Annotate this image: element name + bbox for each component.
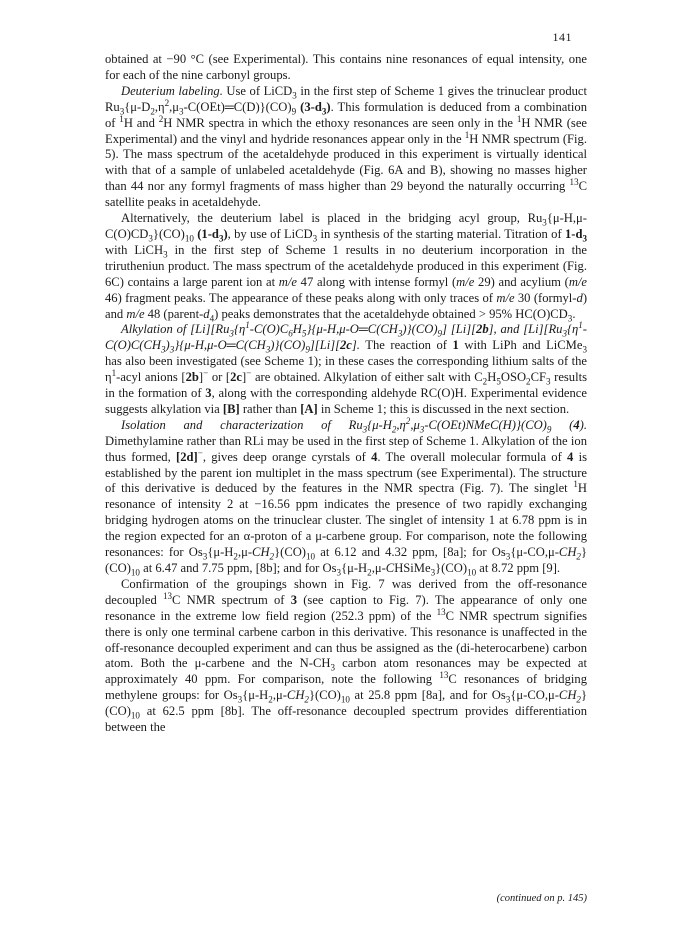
superscript: 2: [405, 415, 411, 426]
text-run: ,μ: [410, 417, 420, 432]
text-run: CF: [530, 370, 546, 385]
text-run: ): [326, 99, 331, 114]
subscript: 2: [576, 551, 581, 562]
subscript: 10: [130, 567, 140, 578]
text-run: H resonance of intensity 2 at −16.56 ppm indicates the presence of two rapidly exchanging bridging hydrogen atoms on the trinuclear cluster. The singlet of intensity 1 at 6.78 ppm is in the region expected for an α-proton of a μ-carbene group. For comparison, note the following resonances: for Os: [105, 481, 587, 560]
text-run: , along with the corresponding aldehyde RC(O)H. Experimental evidence suggests alkylation via: [105, 386, 587, 416]
subscript: 3: [312, 233, 318, 244]
text-run: at 25.8 ppm [8a], and for Os: [349, 688, 506, 703]
text-run: in synthesis of the starting material. Titration of: [317, 226, 565, 241]
subscript: 3: [567, 313, 573, 324]
subscript: 3: [119, 106, 125, 117]
text-run: .: [572, 306, 576, 321]
superscript: 1: [119, 113, 124, 124]
text-run: 29) and acylium (: [474, 274, 569, 289]
text-run: C: [385, 561, 395, 575]
text-run: ,η: [154, 99, 165, 114]
text-run: ): [223, 226, 228, 241]
page-number: 141: [552, 30, 572, 44]
subscript: 3: [419, 424, 425, 435]
text-run: 1: [452, 338, 459, 353]
text-run: ]: [198, 370, 204, 385]
subscript: 3: [321, 106, 327, 117]
text-run: C NMR spectrum of: [172, 592, 291, 607]
text-run: }(CO): [105, 545, 587, 575]
text-run: 2b: [185, 370, 199, 385]
text-run: C resonances of bridging methylene groups: for Os: [105, 672, 587, 703]
text-run: {μ-CO,μ-: [510, 545, 559, 560]
text-run: )}(CO): [402, 322, 438, 337]
text-run: . This formulation is deduced from a combination of: [105, 99, 587, 130]
text-run: 2b: [476, 322, 489, 337]
subscript: 2: [268, 694, 273, 705]
text-run: [2d]: [176, 449, 198, 464]
text-run: ): [165, 338, 170, 353]
subscript: 10: [184, 233, 194, 244]
text-run: {μ-H: [207, 545, 234, 560]
text-run: -C(OEt)═C(D)}(CO): [183, 99, 292, 114]
text-run: 47 along with intense formyl (: [296, 274, 457, 289]
text-run: H: [292, 322, 302, 337]
text-run: }(CO): [152, 226, 185, 241]
subscript: 3: [397, 328, 403, 339]
subscript: 3: [330, 662, 335, 673]
superscript: 1: [578, 320, 583, 331]
text-run: at 6.47 and 7.75 ppm, [8b]; and for Os: [139, 561, 337, 575]
text-run: {μ-H: [367, 417, 392, 432]
subscript: 2: [367, 567, 372, 578]
text-run: {η: [566, 322, 579, 337]
text-run: rather than: [239, 401, 301, 416]
text-run: (: [551, 417, 574, 432]
subscript: 2: [269, 551, 275, 562]
text-run: ], and [Li][Ru: [488, 322, 563, 337]
text-run: -acyl anions [: [116, 370, 186, 385]
subscript: 2: [233, 551, 238, 562]
superscript: −: [246, 367, 252, 378]
continuation-note: (continued on p. 145): [496, 893, 587, 904]
superscript: 13: [162, 590, 173, 601]
text-run: The reaction of: [359, 338, 453, 353]
subscript: 10: [130, 710, 140, 721]
text-run: (see caption to Fig. 7). The appearance of only one resonance in the extreme low field region (252.3 ppm) of the: [105, 592, 588, 623]
subscript: 3: [430, 567, 436, 578]
subscript: 3: [582, 233, 587, 244]
text-run: [A]: [300, 401, 318, 416]
text-run: {μ-H: [341, 561, 368, 575]
text-run: ) and: [105, 290, 588, 321]
subscript: 3: [505, 551, 511, 562]
text-run: ]: [242, 370, 247, 385]
superscript: 13: [439, 670, 449, 681]
paragraph-confirmation: [105, 577, 587, 736]
text-run: m/e: [278, 274, 297, 289]
text-run: }(CO): [308, 688, 341, 703]
text-run: (1-d: [193, 226, 219, 241]
subscript: 3: [362, 424, 368, 435]
subscript: 3: [562, 328, 567, 339]
text-run: m/e: [496, 290, 515, 305]
text-run: CH: [558, 545, 577, 560]
text-run: 46) fragment peaks. The appearance of these peaks along with only traces of: [105, 290, 497, 305]
text-run: {μ-CO,μ-: [510, 688, 559, 703]
subscript: 2: [304, 694, 309, 705]
text-run: Dimethylamine rather than RLi may be used in the first step of Scheme 1. Alkylation of the ion thus formed,: [105, 433, 587, 464]
paragraph-alternatively: [105, 211, 587, 322]
text-run: -C(O)C(CH: [105, 322, 587, 353]
text-run: Isolation and characterization of Ru: [121, 417, 363, 432]
superscript: 1: [573, 479, 578, 490]
text-run: in Scheme 1; this is discussed in the next section.: [317, 401, 570, 416]
text-run: , by use of LiCD: [227, 226, 313, 241]
superscript: −: [203, 367, 209, 378]
paragraph-deuterium: [105, 84, 587, 211]
subscript: 3: [336, 567, 342, 578]
text-run: )}(CO): [270, 338, 306, 353]
subscript: 9: [305, 344, 310, 355]
superscript: 1: [111, 367, 117, 378]
text-run: at 8.72 ppm [9].: [476, 561, 561, 575]
text-run: }{μ-H,μ-O═C(CH: [306, 322, 398, 337]
text-run: Deuterium labeling.: [121, 83, 223, 98]
text-run: Alkylation of [Li][Ru: [121, 322, 230, 337]
text-run: ,η: [396, 417, 406, 432]
text-run: H NMR (see Experimental) and the vinyl and hydride resonances appear only in the: [105, 115, 588, 146]
paragraph-intro: [105, 52, 587, 84]
text-run: d: [576, 290, 583, 305]
text-run: with LiCH: [105, 242, 164, 257]
text-run: }(CO): [274, 545, 307, 560]
text-run: 3: [205, 386, 212, 401]
subscript: 2: [576, 694, 581, 705]
subscript: 3: [545, 376, 551, 387]
text-run: C satellite peaks in acetaldehyde.: [105, 179, 587, 210]
superscript: −: [197, 447, 203, 458]
text-run: Alternatively, the deuterium label is placed in the bridging acyl group, Ru: [121, 211, 543, 226]
text-run: OSO: [500, 370, 527, 385]
text-run: (3-d: [296, 99, 322, 114]
subscript: 3: [218, 233, 224, 244]
text-run: obtained at −90 °C (see Experimental). This contains nine resonances of equal intensity, one for each of the nine carbonyl groups.: [105, 52, 587, 82]
text-run: carbon atom resonances may be expected at approximately 40 ppm. For comparison, note the following: [105, 656, 588, 687]
text-run: m/e: [126, 306, 145, 321]
subscript: 3: [265, 344, 271, 355]
text-run: 4: [371, 449, 378, 464]
subscript: 3: [505, 694, 511, 705]
text-run: are obtained. Alkylation of either salt with C: [251, 370, 483, 385]
superscript: 2: [164, 97, 170, 108]
subscript: 5: [496, 376, 501, 387]
subscript: 3: [292, 90, 297, 101]
text-run: H NMR spectra in which the ethoxy resonances are seen only in the: [163, 115, 517, 130]
article-body: [105, 52, 587, 736]
subscript: 2: [482, 376, 488, 387]
text-run: CH: [558, 688, 577, 703]
subscript: 3: [237, 694, 243, 705]
text-run: ] [Li][: [442, 322, 477, 337]
paragraph-alkylation: [105, 322, 587, 417]
text-run: 3: [290, 592, 297, 607]
text-run: {μ-D: [124, 99, 151, 114]
text-run: 2c: [340, 338, 352, 353]
subscript: 10: [340, 694, 350, 705]
text-run: [B]: [222, 401, 240, 416]
text-run: Use of LiCD: [222, 83, 293, 98]
subscript: 2: [526, 376, 531, 387]
text-run: is established by the parent ion multiplet in the mass spectrum (see Experimental). The structure of this derivative is deduced by the features in the NMR spectra (Fig. 7). The singlet: [105, 449, 587, 496]
subscript: 10: [467, 567, 477, 578]
subscript: 3: [542, 217, 547, 228]
text-run: 4: [573, 417, 580, 432]
subscript: 3: [582, 344, 587, 355]
text-run: ,μ-: [272, 688, 287, 703]
subscript: 9: [546, 424, 552, 435]
text-run: ].: [351, 338, 360, 353]
subscript: 3: [169, 344, 175, 355]
text-run: }(CO): [105, 688, 587, 719]
paragraph-isolation: [105, 415, 587, 578]
text-run: }{μ-H,μ-O═C(CH: [174, 338, 266, 353]
text-run: {μ-H: [242, 688, 269, 703]
text-run: m/e: [568, 274, 587, 289]
text-run: CH: [252, 545, 270, 560]
text-run: HSiMe: [394, 561, 431, 575]
text-run: has also been investigated (see Scheme 1); in these cases the corresponding lithium salts of the η: [105, 354, 587, 385]
text-run: H and: [123, 115, 159, 130]
text-run: in the first step of Scheme 1 results in no deuterium incorporation in the trirutheniun product. The mass spectrum of the acetaldehyde produced in this experiment (Fig. 6C) contains a large parent ion at: [105, 242, 587, 289]
subscript: 3: [202, 551, 208, 562]
text-run: -C(O)C: [249, 322, 289, 337]
text-run: {η: [233, 322, 246, 337]
text-run: ,μ-: [237, 545, 253, 560]
text-run: in the first step of Scheme 1 gives the trinuclear product Ru: [105, 83, 587, 114]
text-run: at 62.5 ppm [8b]. The off-resonance decoupled spectrum provides differentiation between the: [105, 704, 587, 735]
text-run: -C(OEt)NMeC(H)}(CO): [424, 417, 547, 432]
text-run: ).: [579, 417, 587, 432]
text-run: 2c: [230, 370, 243, 385]
subscript: 3: [163, 249, 168, 260]
text-run: }(CO): [435, 561, 468, 575]
text-run: with LiPh and LiCMe: [458, 338, 583, 353]
text-run: , gives deep orange cyrstals of: [202, 449, 372, 464]
text-run: m/e: [456, 274, 475, 289]
subscript: 10: [306, 551, 316, 562]
superscript: 13: [436, 606, 446, 617]
text-run: ,μ-: [371, 561, 386, 575]
subscript: 6: [288, 328, 293, 339]
subscript: 2: [391, 424, 397, 435]
text-run: . The overall molecular formula of: [377, 449, 568, 464]
text-run: ,μ: [169, 99, 180, 114]
text-run: at 6.12 and 4.32 ppm, [8a]; for Os: [315, 545, 506, 560]
text-run: d: [203, 306, 210, 321]
text-run: H NMR spectrum (Fig. 5). The mass spectrum of the acetaldehyde produced in this experiment is virtually identical with that of a sample of unlabeled acetaldehyde (Fig. 6A and B), showing no masses higher than 44 nor any formyl fragments of mass higher than 29 beyond the naturally occurring: [105, 131, 587, 194]
text-run: results in the formation of: [105, 370, 587, 401]
subscript: 3: [229, 328, 234, 339]
text-run: or [: [208, 370, 231, 385]
text-run: ][Li][: [309, 338, 340, 353]
text-run: H: [487, 370, 497, 385]
text-run: 4: [567, 449, 574, 464]
text-run: 30 (formyl-: [514, 290, 577, 305]
text-run: {μ-H,μ-C(O)CD: [105, 211, 587, 241]
subscript: 3: [179, 106, 184, 117]
superscript: 1: [516, 113, 522, 124]
text-run: 1-d: [564, 226, 583, 241]
superscript: 1: [464, 129, 470, 140]
subscript: 9: [437, 328, 443, 339]
text-run: 48 (parent-: [144, 306, 204, 321]
text-run: C NMR spectrum signifies there is only one terminal carbene carbon in this derivative. This resonance is unaffected in the off-resonance decoupled experiment and can thus be assigned as the (di-heterocarbene) carbon atom. Both the μ-carbene and the N-CH: [105, 608, 587, 671]
subscript: 9: [291, 106, 297, 117]
subscript: 3: [160, 344, 166, 355]
text-run: Confirmation of the groupings shown in Fig. 7 was derived from the off-resonance decoupled: [105, 576, 587, 607]
superscript: 2: [158, 113, 164, 124]
subscript: 2: [150, 106, 155, 117]
text-run: ) peaks demonstrates that the acetaldehyde obtained > 95% HC(O)CD: [214, 306, 568, 321]
superscript: 1: [245, 320, 250, 331]
text-run: CH: [286, 688, 305, 703]
subscript: 5: [301, 328, 307, 339]
subscript: 4: [209, 313, 215, 324]
subscript: 3: [148, 233, 153, 244]
superscript: 13: [569, 177, 579, 188]
